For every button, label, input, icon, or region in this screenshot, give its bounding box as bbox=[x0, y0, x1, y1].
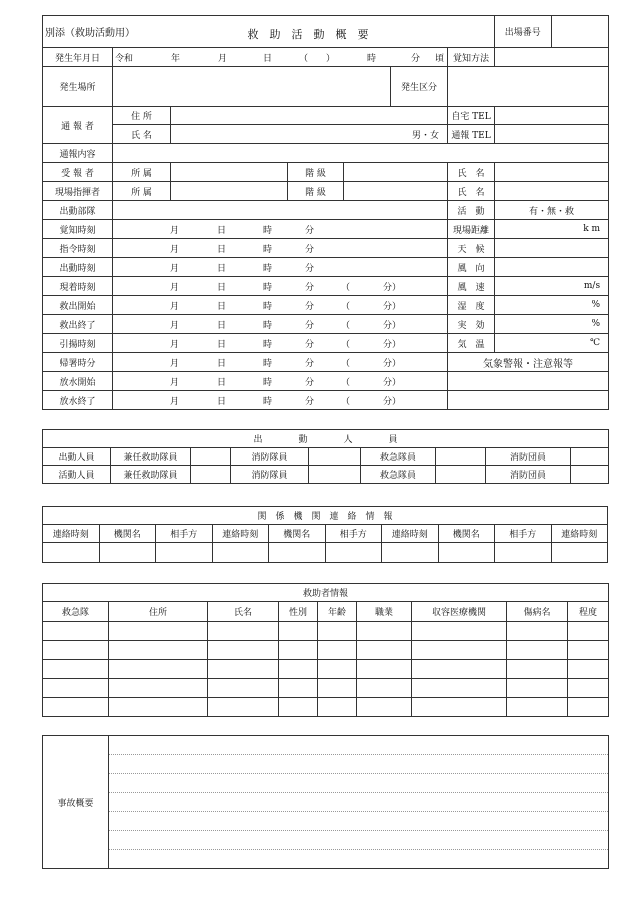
approx-unit: 頃 bbox=[435, 53, 445, 64]
rescued-column-header: 性別 bbox=[279, 602, 318, 622]
month-unit: 月 bbox=[218, 53, 228, 64]
weather-warning-label: 気象警報・注意報等 bbox=[448, 353, 609, 372]
paren-close: 分） bbox=[383, 302, 402, 312]
condition-field[interactable]: ℃ bbox=[495, 334, 609, 353]
commander-label: 現場指揮者 bbox=[43, 182, 113, 201]
time-label: 救出開始 bbox=[43, 296, 113, 315]
time-unit: 日 bbox=[217, 359, 227, 369]
personnel-type-label: 兼任救助隊員 bbox=[111, 448, 191, 466]
time-unit: 日 bbox=[217, 321, 227, 331]
paren-open: （ bbox=[341, 340, 351, 350]
agency-column-header: 連絡時刻 bbox=[382, 525, 439, 543]
paren-close: 分） bbox=[383, 340, 402, 350]
rescued-persons-title: 救助者情報 bbox=[43, 584, 609, 602]
agency-cell[interactable] bbox=[495, 543, 552, 563]
rescued-cell[interactable] bbox=[109, 679, 208, 698]
time-label: 現着時刻 bbox=[43, 277, 113, 296]
time-unit: 日 bbox=[217, 245, 227, 255]
agency-cell[interactable] bbox=[269, 543, 326, 563]
rescued-cell[interactable] bbox=[109, 622, 208, 641]
detection-method-label: 覚知方法 bbox=[448, 48, 495, 67]
rescued-cell[interactable] bbox=[208, 698, 279, 717]
rescued-cell[interactable] bbox=[43, 660, 109, 679]
time-unit: 分 bbox=[305, 283, 315, 293]
rescued-column-header: 程度 bbox=[568, 602, 609, 622]
time-unit: 分 bbox=[305, 302, 315, 312]
condition-label: 天 候 bbox=[448, 239, 495, 258]
rescued-cell[interactable] bbox=[507, 660, 568, 679]
dispatch-unit-label: 出動部隊 bbox=[43, 201, 113, 220]
report-content-label: 通報内容 bbox=[43, 144, 113, 163]
rescued-cell[interactable] bbox=[279, 660, 318, 679]
personnel-type-label: 救急隊員 bbox=[361, 448, 436, 466]
time-field[interactable] bbox=[113, 277, 448, 296]
condition-field[interactable] bbox=[495, 239, 609, 258]
receiver-name-field[interactable] bbox=[495, 163, 609, 182]
time-unit: 月 bbox=[170, 378, 180, 388]
paren-close: 分） bbox=[383, 397, 402, 407]
time-unit: 時 bbox=[263, 378, 273, 388]
rescued-cell[interactable] bbox=[357, 660, 412, 679]
personnel-row-label: 活動人員 bbox=[43, 466, 111, 484]
agency-cell[interactable] bbox=[551, 543, 608, 563]
receiver-affil-field[interactable] bbox=[171, 163, 288, 182]
agency-column-header: 相手方 bbox=[325, 525, 382, 543]
time-unit: 分 bbox=[305, 226, 315, 236]
paren-close: 分） bbox=[383, 283, 402, 293]
rescued-cell[interactable] bbox=[208, 641, 279, 660]
rescued-cell[interactable] bbox=[357, 679, 412, 698]
personnel-type-label: 消防隊員 bbox=[231, 466, 309, 484]
summary-line bbox=[109, 831, 608, 850]
detection-method-field[interactable] bbox=[495, 48, 609, 67]
agency-column-header: 機関名 bbox=[269, 525, 326, 543]
personnel-type-label: 救急隊員 bbox=[361, 466, 436, 484]
weekday-paren: （ ） bbox=[299, 53, 336, 64]
rescued-cell[interactable] bbox=[279, 698, 318, 717]
paren-open: （ bbox=[341, 302, 351, 312]
personnel-count-field[interactable] bbox=[571, 466, 609, 484]
time-unit: 月 bbox=[170, 397, 180, 407]
time-unit: 日 bbox=[217, 378, 227, 388]
rescued-cell[interactable] bbox=[507, 622, 568, 641]
receiver-name-label: 氏 名 bbox=[448, 163, 495, 182]
rescued-cell[interactable] bbox=[507, 698, 568, 717]
time-unit: 月 bbox=[170, 245, 180, 255]
era-label: 令和 bbox=[115, 53, 134, 64]
rescued-cell[interactable] bbox=[43, 622, 109, 641]
time-unit: 時 bbox=[263, 321, 273, 331]
agency-contact-table bbox=[42, 506, 608, 563]
accident-summary-field[interactable] bbox=[109, 736, 609, 869]
paren-open: （ bbox=[341, 321, 351, 331]
weather-warning-field[interactable] bbox=[448, 372, 609, 391]
time-unit: 分 bbox=[305, 264, 315, 274]
rescued-cell[interactable] bbox=[318, 698, 357, 717]
paren-close: 分） bbox=[383, 321, 402, 331]
time-label: 指令時刻 bbox=[43, 239, 113, 258]
rescued-cell[interactable] bbox=[357, 641, 412, 660]
agency-cell[interactable] bbox=[43, 543, 100, 563]
personnel-row bbox=[43, 466, 609, 484]
time-row bbox=[43, 220, 609, 239]
dispatch-unit-field[interactable] bbox=[113, 201, 448, 220]
time-row bbox=[43, 277, 609, 296]
personnel-table bbox=[42, 429, 609, 484]
time-label: 帰署時分 bbox=[43, 353, 113, 372]
occurrence-category-field[interactable] bbox=[448, 67, 609, 107]
rescued-row bbox=[43, 679, 609, 698]
occurrence-date-label: 発生年月日 bbox=[43, 48, 113, 67]
agency-column-header: 連絡時刻 bbox=[43, 525, 100, 543]
time-row bbox=[43, 334, 609, 353]
accident-summary-table bbox=[42, 735, 609, 869]
hour-unit: 時 bbox=[367, 53, 377, 64]
rescued-row bbox=[43, 622, 609, 641]
rescued-cell[interactable] bbox=[318, 679, 357, 698]
time-row bbox=[43, 315, 609, 334]
personnel-count-field[interactable] bbox=[436, 448, 486, 466]
agency-column-header: 機関名 bbox=[99, 525, 156, 543]
paren-close: 分） bbox=[383, 359, 402, 369]
time-unit: 時 bbox=[263, 397, 273, 407]
time-field[interactable] bbox=[113, 315, 448, 334]
dispatch-number-field[interactable] bbox=[551, 16, 608, 47]
reporter-name-label: 氏 名 bbox=[113, 125, 171, 144]
rescued-cell[interactable] bbox=[318, 660, 357, 679]
rescued-cell[interactable] bbox=[507, 641, 568, 660]
time-unit: 分 bbox=[305, 397, 315, 407]
condition-field[interactable]: m/s bbox=[495, 277, 609, 296]
activity-value[interactable]: 有・無・救 bbox=[495, 201, 609, 220]
time-unit: 時 bbox=[263, 283, 273, 293]
time-unit: 分 bbox=[305, 340, 315, 350]
time-unit: 分 bbox=[305, 245, 315, 255]
agency-cell[interactable] bbox=[325, 543, 382, 563]
dispatch-number-cell bbox=[495, 16, 609, 48]
personnel-count-field[interactable] bbox=[309, 448, 361, 466]
rescued-cell[interactable] bbox=[412, 641, 507, 660]
time-field[interactable] bbox=[113, 239, 448, 258]
paren-open: （ bbox=[341, 359, 351, 369]
paren-open: （ bbox=[341, 397, 351, 407]
time-field[interactable] bbox=[113, 220, 448, 239]
time-label: 放水終了 bbox=[43, 391, 113, 410]
rescued-row bbox=[43, 698, 609, 717]
commander-affil-label: 所 属 bbox=[113, 182, 171, 201]
time-row bbox=[43, 296, 609, 315]
activity-label: 活 動 bbox=[448, 201, 495, 220]
time-unit: 分 bbox=[305, 359, 315, 369]
agency-cell[interactable] bbox=[212, 543, 269, 563]
personnel-count-field[interactable] bbox=[309, 466, 361, 484]
rescued-cell[interactable] bbox=[568, 641, 609, 660]
rescued-cell[interactable] bbox=[279, 641, 318, 660]
minute-unit: 分 bbox=[411, 53, 421, 64]
condition-field[interactable] bbox=[495, 258, 609, 277]
rescued-cell[interactable] bbox=[318, 641, 357, 660]
rescued-cell[interactable] bbox=[568, 698, 609, 717]
rescued-cell[interactable] bbox=[507, 679, 568, 698]
time-field[interactable] bbox=[113, 391, 448, 410]
time-unit: 日 bbox=[217, 283, 227, 293]
summary-line bbox=[109, 812, 608, 831]
reporter-address-label: 住 所 bbox=[113, 107, 171, 125]
commander-name-field[interactable] bbox=[495, 182, 609, 201]
commander-name-label: 氏 名 bbox=[448, 182, 495, 201]
home-tel-field[interactable] bbox=[495, 107, 609, 125]
occurrence-place-field[interactable] bbox=[113, 67, 391, 107]
condition-label: 湿 度 bbox=[448, 296, 495, 315]
personnel-count-field[interactable] bbox=[436, 466, 486, 484]
summary-line bbox=[109, 793, 608, 812]
time-field[interactable] bbox=[113, 353, 448, 372]
time-unit: 時 bbox=[263, 245, 273, 255]
time-unit: 日 bbox=[217, 340, 227, 350]
rescued-cell[interactable] bbox=[279, 622, 318, 641]
time-unit: 分 bbox=[305, 321, 315, 331]
rescued-row bbox=[43, 660, 609, 679]
time-unit: 時 bbox=[263, 359, 273, 369]
time-field[interactable] bbox=[113, 334, 448, 353]
condition-label: 風 速 bbox=[448, 277, 495, 296]
rescued-cell[interactable] bbox=[43, 698, 109, 717]
time-row bbox=[43, 239, 609, 258]
rescued-cell[interactable] bbox=[208, 622, 279, 641]
time-unit: 時 bbox=[263, 340, 273, 350]
rescued-row bbox=[43, 641, 609, 660]
form-title: 救 助 活 動 概 要 bbox=[247, 27, 369, 41]
agency-column-header: 連絡時刻 bbox=[212, 525, 269, 543]
form-subtitle: 別添（救助活動用） bbox=[45, 28, 135, 39]
receiver-affil-label: 所 属 bbox=[113, 163, 171, 182]
day-unit: 日 bbox=[263, 53, 273, 64]
time-label: 覚知時刻 bbox=[43, 220, 113, 239]
time-unit: 月 bbox=[170, 359, 180, 369]
personnel-count-field[interactable] bbox=[571, 448, 609, 466]
rescued-cell[interactable] bbox=[568, 660, 609, 679]
time-row bbox=[43, 353, 609, 372]
paren-open: （ bbox=[341, 283, 351, 293]
condition-label: 現場距離 bbox=[448, 220, 495, 239]
paren-open: （ bbox=[341, 378, 351, 388]
rescued-column-header: 氏名 bbox=[208, 602, 279, 622]
time-field[interactable] bbox=[113, 372, 448, 391]
time-row bbox=[43, 258, 609, 277]
condition-field[interactable]: k m bbox=[495, 220, 609, 239]
personnel-type-label: 消防団員 bbox=[486, 448, 571, 466]
accident-summary-label: 事故概要 bbox=[43, 736, 109, 869]
rescued-cell[interactable] bbox=[208, 679, 279, 698]
home-tel-label: 自宅 TEL bbox=[448, 107, 495, 125]
personnel-count-field[interactable] bbox=[191, 448, 231, 466]
summary-line bbox=[109, 774, 608, 793]
commander-affil-field[interactable] bbox=[171, 182, 288, 201]
time-row bbox=[43, 372, 609, 391]
condition-field[interactable]: % bbox=[495, 296, 609, 315]
rescued-column-header: 傷病名 bbox=[507, 602, 568, 622]
time-unit: 月 bbox=[170, 264, 180, 274]
condition-label: 風 向 bbox=[448, 258, 495, 277]
personnel-title: 出 動 人 員 bbox=[43, 430, 609, 448]
time-label: 引揚時刻 bbox=[43, 334, 113, 353]
reporter-label: 通 報 者 bbox=[43, 107, 113, 144]
agency-cell[interactable] bbox=[438, 543, 495, 563]
form-header bbox=[43, 16, 495, 48]
rescued-cell[interactable] bbox=[109, 698, 208, 717]
rescued-cell[interactable] bbox=[568, 679, 609, 698]
rescued-cell[interactable] bbox=[412, 698, 507, 717]
time-unit: 日 bbox=[217, 264, 227, 274]
personnel-type-label: 消防隊員 bbox=[231, 448, 309, 466]
time-label: 救出終了 bbox=[43, 315, 113, 334]
commander-rank-field[interactable] bbox=[344, 182, 448, 201]
time-unit: 日 bbox=[217, 226, 227, 236]
rescued-cell[interactable] bbox=[279, 679, 318, 698]
rescued-cell[interactable] bbox=[318, 622, 357, 641]
time-unit: 時 bbox=[263, 226, 273, 236]
receiver-label: 受 報 者 bbox=[43, 163, 113, 182]
agency-column-header: 機関名 bbox=[438, 525, 495, 543]
rescued-column-header: 収容医療機関 bbox=[412, 602, 507, 622]
time-unit: 日 bbox=[217, 302, 227, 312]
receiver-rank-field[interactable] bbox=[344, 163, 448, 182]
time-unit: 月 bbox=[170, 302, 180, 312]
rescued-cell[interactable] bbox=[357, 698, 412, 717]
rescued-cell[interactable] bbox=[208, 660, 279, 679]
occurrence-date-field[interactable] bbox=[113, 48, 448, 67]
time-label: 出動時刻 bbox=[43, 258, 113, 277]
rescued-column-header: 住所 bbox=[109, 602, 208, 622]
personnel-row-label: 出動人員 bbox=[43, 448, 111, 466]
dispatch-number-label: 出場番号 bbox=[495, 16, 551, 47]
paren-close: 分） bbox=[383, 378, 402, 388]
rescued-cell[interactable] bbox=[412, 660, 507, 679]
year-unit: 年 bbox=[171, 53, 181, 64]
main-form-table bbox=[42, 15, 609, 410]
time-unit: 分 bbox=[305, 378, 315, 388]
summary-line bbox=[109, 755, 608, 774]
rescued-cell[interactable] bbox=[412, 679, 507, 698]
agency-cell[interactable] bbox=[156, 543, 213, 563]
occurrence-category-label: 発生区分 bbox=[391, 67, 448, 107]
agency-cell[interactable] bbox=[99, 543, 156, 563]
report-content-field[interactable] bbox=[113, 144, 609, 163]
personnel-type-label: 消防団員 bbox=[486, 466, 571, 484]
agency-column-header: 相手方 bbox=[156, 525, 213, 543]
summary-line bbox=[109, 736, 608, 755]
personnel-type-label: 兼任救助隊員 bbox=[111, 466, 191, 484]
rescued-cell[interactable] bbox=[43, 679, 109, 698]
condition-field[interactable]: % bbox=[495, 315, 609, 334]
rescued-cell[interactable] bbox=[109, 641, 208, 660]
reporter-address-field[interactable] bbox=[171, 107, 448, 125]
rescued-column-header: 職業 bbox=[357, 602, 412, 622]
rescued-persons-table bbox=[42, 583, 609, 717]
agency-column-header: 連絡時刻 bbox=[551, 525, 608, 543]
occurrence-place-label: 発生場所 bbox=[43, 67, 113, 107]
time-field[interactable] bbox=[113, 296, 448, 315]
rescued-cell[interactable] bbox=[43, 641, 109, 660]
time-unit: 月 bbox=[170, 283, 180, 293]
condition-label: 実 効 bbox=[448, 315, 495, 334]
time-row bbox=[43, 391, 609, 410]
rescued-column-header: 年齢 bbox=[318, 602, 357, 622]
summary-line bbox=[109, 850, 608, 868]
personnel-row bbox=[43, 448, 609, 466]
rescued-column-header: 救急隊 bbox=[43, 602, 109, 622]
time-unit: 時 bbox=[263, 264, 273, 274]
time-label: 放水開始 bbox=[43, 372, 113, 391]
weather-warning-field[interactable] bbox=[448, 391, 609, 410]
rescued-cell[interactable] bbox=[357, 622, 412, 641]
time-unit: 日 bbox=[217, 397, 227, 407]
commander-rank-label: 階 級 bbox=[288, 182, 344, 201]
condition-label: 気 温 bbox=[448, 334, 495, 353]
reporter-gender[interactable]: 男・女 bbox=[171, 125, 448, 144]
rescued-cell[interactable] bbox=[412, 622, 507, 641]
agency-column-header: 相手方 bbox=[495, 525, 552, 543]
rescued-cell[interactable] bbox=[568, 622, 609, 641]
personnel-count-field[interactable] bbox=[191, 466, 231, 484]
time-unit: 月 bbox=[170, 321, 180, 331]
report-tel-field[interactable] bbox=[495, 125, 609, 144]
time-unit: 月 bbox=[170, 226, 180, 236]
agency-cell[interactable] bbox=[382, 543, 439, 563]
time-unit: 月 bbox=[170, 340, 180, 350]
time-unit: 時 bbox=[263, 302, 273, 312]
agency-contact-title: 関 係 機 関 連 絡 情 報 bbox=[43, 507, 608, 525]
report-tel-label: 通報 TEL bbox=[448, 125, 495, 144]
receiver-rank-label: 階 級 bbox=[288, 163, 344, 182]
time-field[interactable] bbox=[113, 258, 448, 277]
rescued-cell[interactable] bbox=[109, 660, 208, 679]
